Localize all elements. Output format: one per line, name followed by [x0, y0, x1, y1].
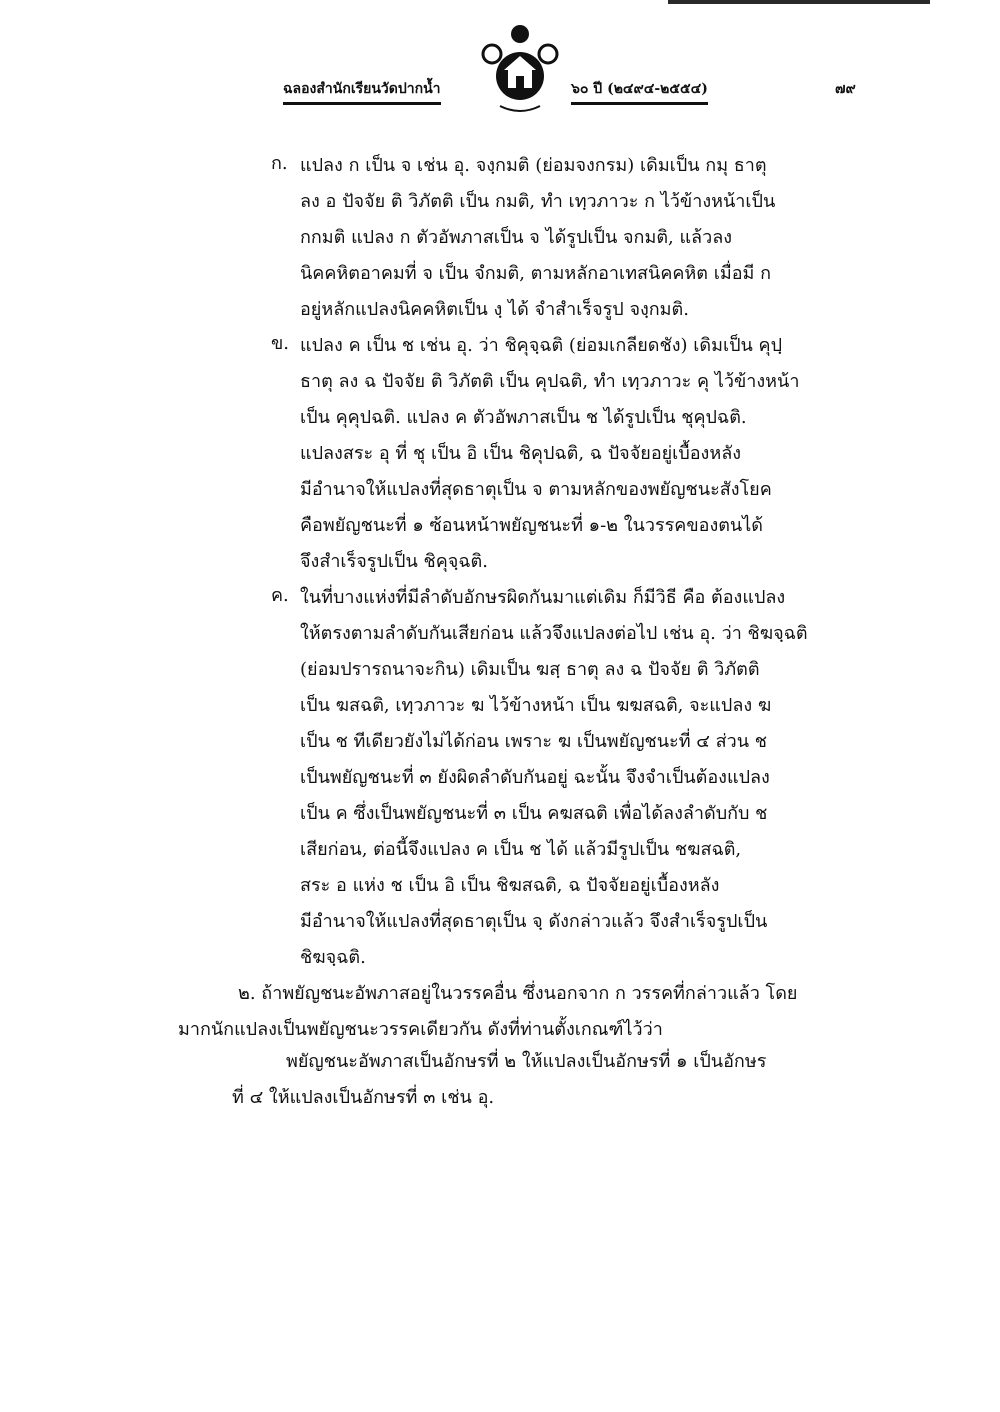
text-line: ที่ ๔ ให้แปลงเป็นอักษรที่ ๓ เช่น อุ.	[232, 1087, 495, 1108]
item-text	[300, 580, 865, 976]
text-line: ให้ตรงตามลำดับกันเสียก่อน แล้วจึงแปลงต่อไป เช่น อุ. ว่า ชิฆจฺฉติ	[300, 623, 808, 644]
text-line: แปลงสระ อุ ที่ ชุ เป็น อิ เป็น ชิคุปฉติ, ฉ ปัจจัยอยู่เบื้องหลัง	[300, 443, 742, 464]
text-line: พยัญชนะอัพภาสเป็นอักษรที่ ๒ ให้แปลงเป็นอักษรที่ ๑ เป็นอักษร	[286, 1051, 767, 1072]
rule-statement	[232, 1044, 868, 1116]
header-title: ฉลองสำนักเรียนวัดปากน้ำ	[283, 78, 441, 105]
text-line: ธาตุ ลง ฉ ปัจจัย ติ วิภัตติ เป็น คุปฉติ, ทำ เทฺวภาวะ คุ ไว้ข้างหน้า	[300, 371, 800, 392]
text-line: เป็น ช ทีเดียวยังไม่ได้ก่อน เพราะ ฆ เป็นพยัญชนะที่ ๔ ส่วน ช	[300, 731, 767, 752]
paragraph	[178, 976, 868, 1048]
text-line: เป็นพยัญชนะที่ ๓ ยังผิดลำดับกันอยู่ ฉะนั้น จึงจำเป็นต้องแปลง	[300, 767, 770, 788]
text-line: เป็น ค ซึ่งเป็นพยัญชนะที่ ๓ เป็น คฆสฉติ เพื่อได้ลงลำดับกับ ช	[300, 803, 768, 824]
text-line: เสียก่อน, ต่อนี้จึงแปลง ค เป็น ช ได้ แล้วมีรูปเป็น ชฆสฉติ,	[300, 839, 742, 860]
text-line: มีอำนาจให้แปลงที่สุดธาตุเป็น จ ตามหลักของพยัญชนะสังโยค	[300, 479, 772, 500]
item-text	[300, 328, 865, 580]
text-line: (ย่อมปรารถนาจะกิน) เดิมเป็น ฆสฺ ธาตุ ลง ฉ ปัจจัย ติ วิภัตติ	[300, 659, 760, 680]
text-line: นิคคหิตอาคมที่ จ เป็น จํกมติ, ตามหลักอาเทสนิคคหิต เมื่อมี ก	[300, 263, 772, 284]
text-line: เป็น คุคุปฉติ. แปลง ค ตัวอัพภาสเป็น ช ได้รูปเป็น ชุคุปฉติ.	[300, 407, 747, 428]
text-line: ชิฆจฺฉติ.	[300, 947, 366, 968]
text-line: ๒. ถ้าพยัญชนะอัพภาสอยู่ในวรรคอื่น ซึ่งนอกจาก ก วรรคที่กล่าวแล้ว โดย	[238, 983, 798, 1004]
page-header	[283, 18, 868, 118]
text-line: อยู่หลักแปลงนิคคหิตเป็น งฺ ได้ จำสำเร็จรูป จงฺกมติ.	[300, 299, 689, 320]
item-marker: ก.	[271, 153, 288, 174]
text-line: เป็น ฆสฉติ, เทฺวภาวะ ฆ ไว้ข้างหน้า เป็น ฆฆสฉติ, จะแปลง ฆ	[300, 695, 772, 716]
page-number: ๗๙	[835, 81, 856, 97]
text-line: ในที่บางแห่งที่มีลำดับอักษรผิดกันมาแต่เดิม ก็มีวิธี คือ ต้องแปลง	[300, 587, 786, 608]
header-period: ๖๐ ปี (๒๔๙๔-๒๕๕๔)	[571, 78, 708, 105]
item-marker: ค.	[271, 585, 289, 606]
text-line: กกมติ แปลง ก ตัวอัพภาสเป็น จ ได้รูปเป็น จกมติ, แล้วลง	[300, 227, 733, 248]
text-line: จึงสำเร็จรูปเป็น ชิคุจฺฉติ.	[300, 551, 488, 572]
text-line: คือพยัญชนะที่ ๑ ซ้อนหน้าพยัญชนะที่ ๑-๒ ในวรรคของตนได้	[300, 515, 763, 536]
text-line: มีอำนาจให้แปลงที่สุดธาตุเป็น จฺ ดังกล่าวแล้ว จึงสำเร็จรูปเป็น	[300, 911, 768, 932]
text-line: แปลง ก เป็น จ เช่น อุ. จงฺกมติ (ย่อมจงกรม) เดิมเป็น กมุ ธาตุ	[300, 155, 767, 176]
text-line: ลง อ ปัจจัย ติ วิภัตติ เป็น กมติ, ทำ เทฺวภาวะ ก ไว้ข้างหน้าเป็น	[300, 191, 776, 212]
item-text	[300, 148, 865, 328]
scan-edge-mark	[668, 0, 930, 4]
text-line: สระ อ แห่ง ช เป็น อิ เป็น ชิฆสฉติ, ฉ ปัจจัยอยู่เบื้องหลัง	[300, 875, 720, 896]
text-line: มากนักแปลงเป็นพยัญชนะวรรคเดียวกัน ดังที่ท่านตั้งเกณฑ์ไว้ว่า	[178, 1019, 663, 1040]
temple-emblem-icon	[480, 20, 560, 116]
item-marker: ข.	[271, 333, 290, 354]
text-line: แปลง ค เป็น ช เช่น อุ. ว่า ชิคุจฺฉติ (ย่อมเกลียดชัง) เดิมเป็น คุปฺ	[300, 335, 783, 356]
